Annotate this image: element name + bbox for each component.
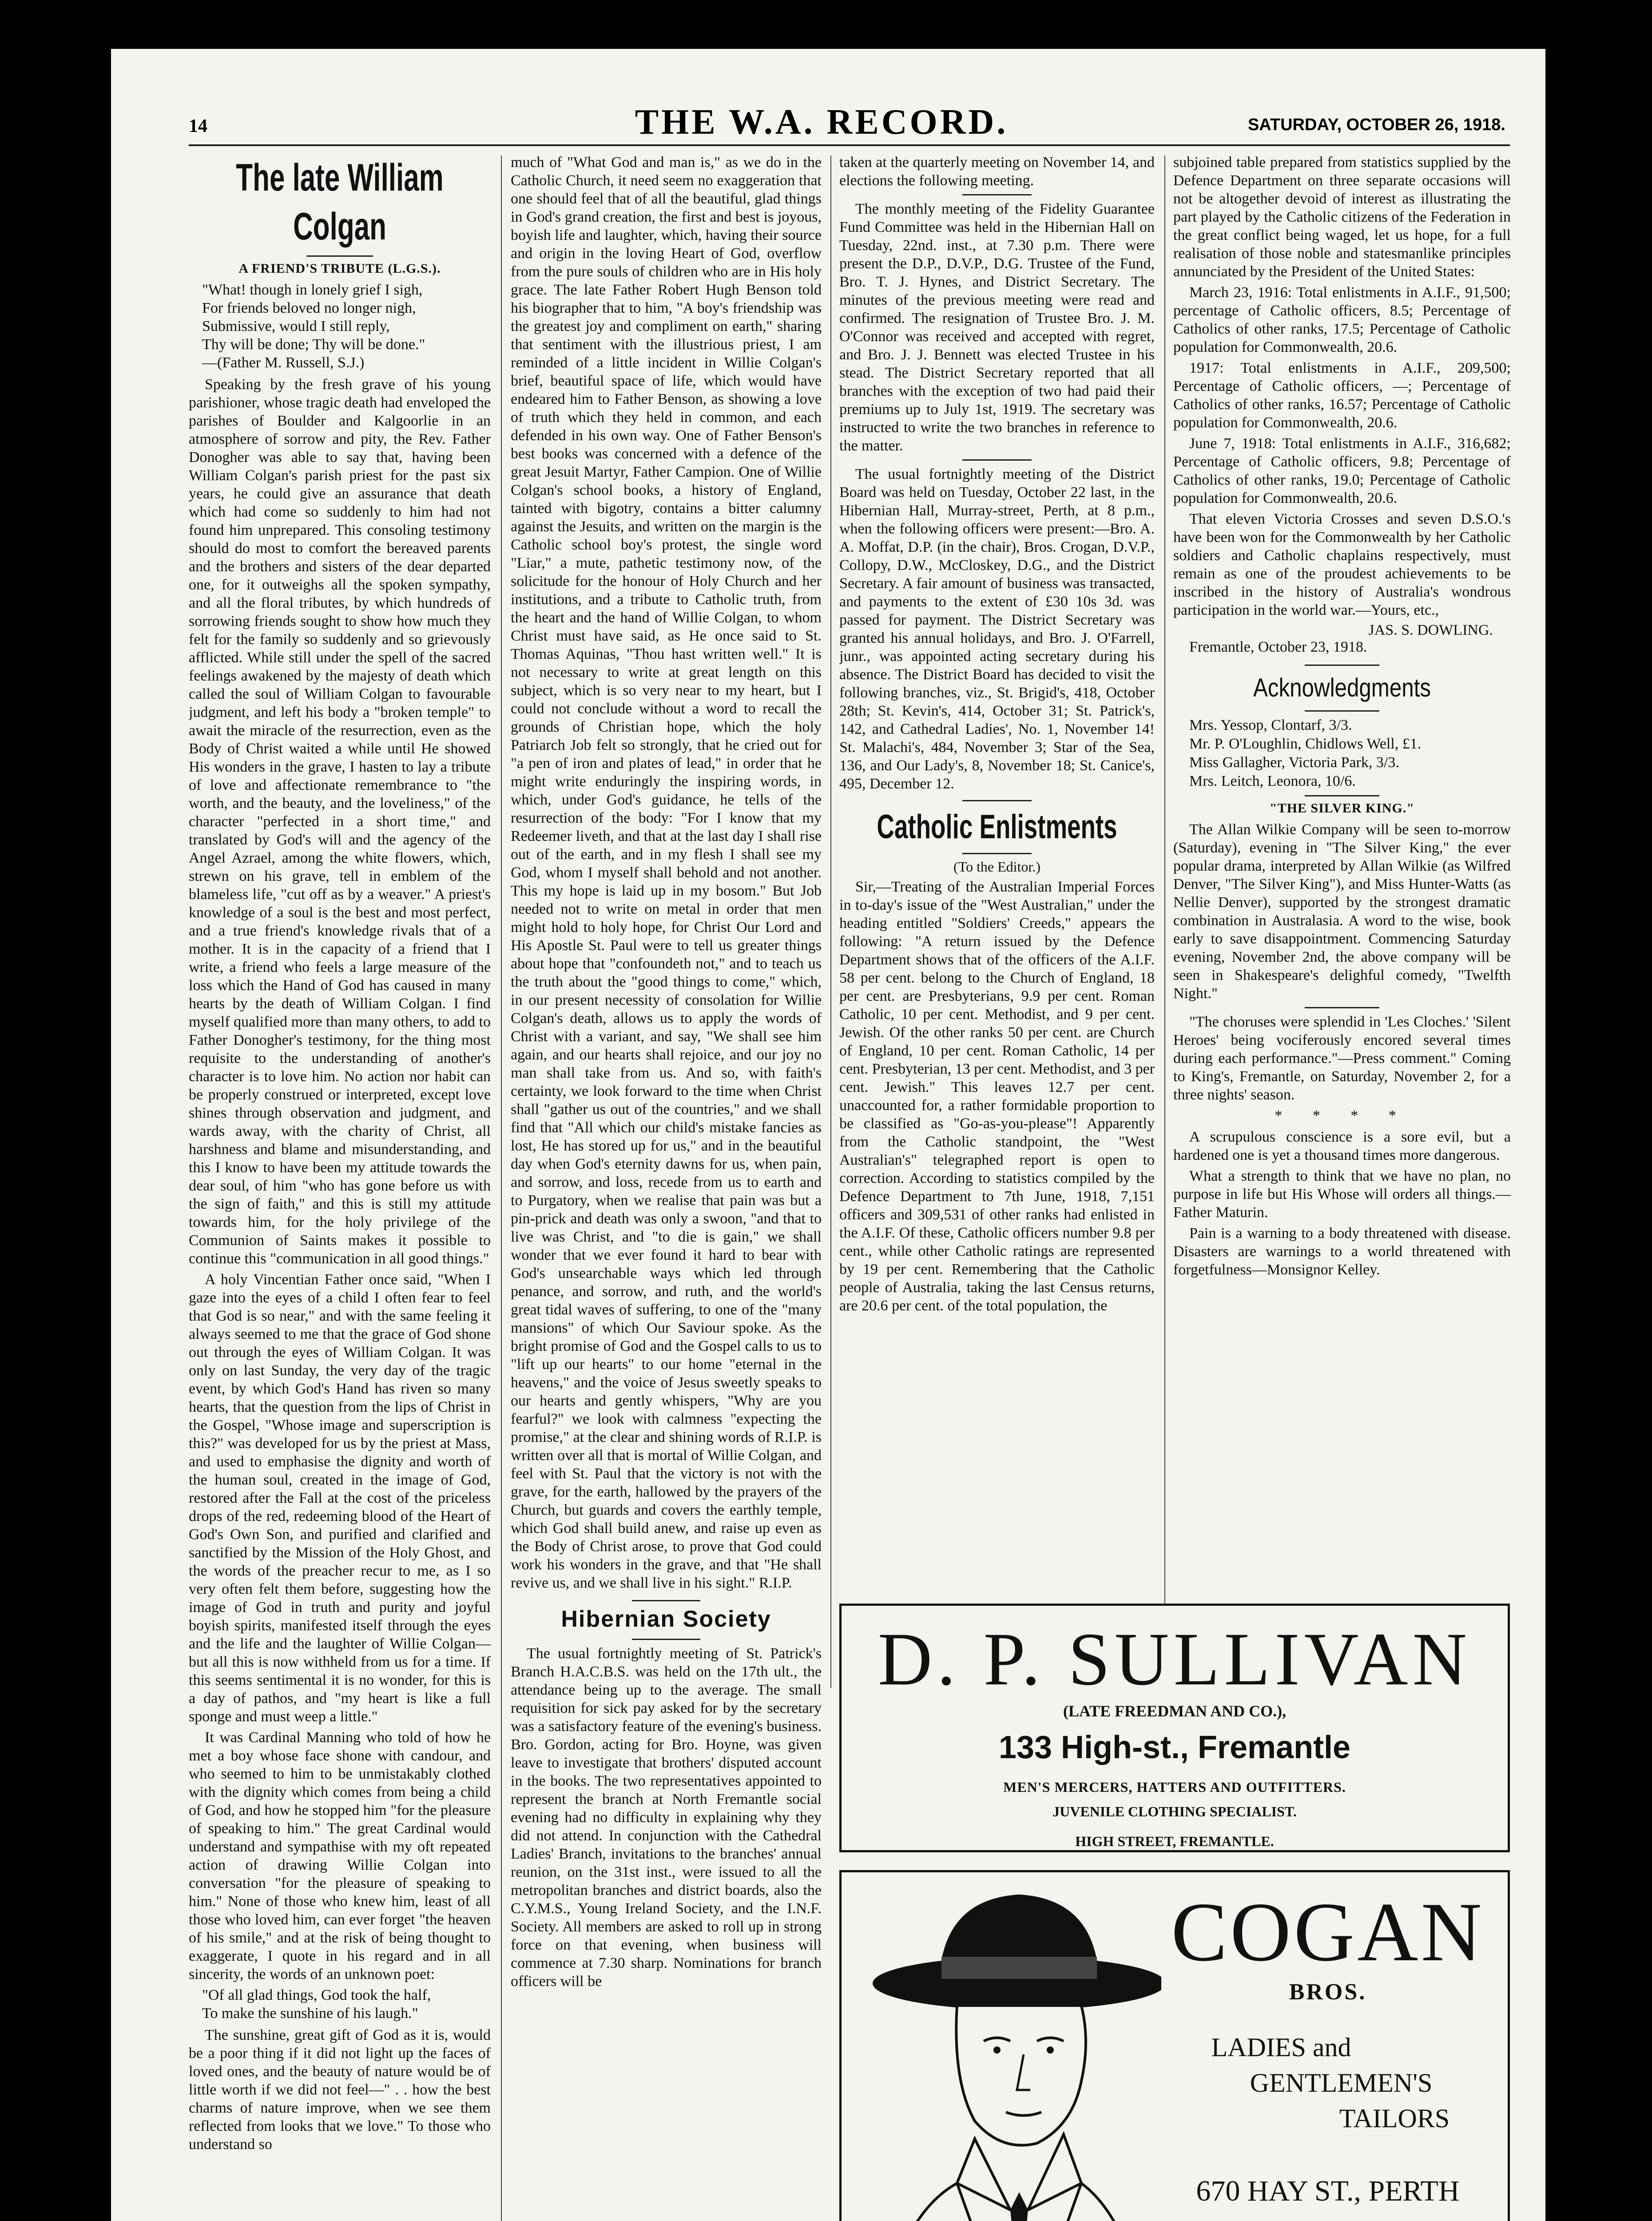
sullivan-late: (LATE FREEDMAN AND CO.),	[1063, 1702, 1287, 1720]
paragraph: It was Cardinal Manning who told of how he met a boy whose face shone with candour, and who seemed to him to be unmistakably clothed with the dignity which comes from being a child of God, and how he stopped him "for the pleasure of speaking to him." The great Cardinal would understand and sympathise with my oft repeated action of drawing Willie Colgan into conversation "for the pleasure of speaking to him." None of those who knew him, least of all those who loved him, can ever forget "the heaven of his smile," and at the risk of being thought to exaggerate, I quote in his regard and in all sincerity, the words of an unknown poet:	[189, 1729, 491, 1982]
column-3	[839, 153, 1155, 1686]
section-rule	[1305, 710, 1379, 712]
acknowledgment-line: Mrs. Yessop, Clontarf, 3/3.	[1189, 717, 1352, 733]
acknowledgments-list	[1173, 716, 1511, 791]
cogan-name: COGAN	[1171, 1886, 1485, 1979]
page-number: 14	[189, 116, 207, 136]
paragraph: The usual fortnightly meeting of St. Patrick's Branch H.A.C.B.S. was held on the 17th ult., the attendance being up to the average. The small requisition for sick pay asked for by the secretary was a satisfactory feature of the evening's business. Bro. Gordon, acting for Bro. Hoyne, was given leave to investigate that brothers' disputed account in the books. The two representatives appointed to represent the branch at North Fremantle social evening had no difficulty in explaining why they did not attend. In conjunction with the Cathedral Ladies' Branch, invitations to the branches' annual reunion, on the 31st inst., were issued to all the metropolitan branches and district boards, also the C.Y.M.S., Young Ireland Society, and the I.N.F. Society. All members are asked to roll up in strong force on that evening, when business will commence at 7.30 sharp. Nominations for branch officers will be	[511, 1645, 822, 1990]
section-rule	[962, 853, 1032, 854]
acknowledgment-line: Mrs. Leitch, Leonora, 10/6.	[1189, 773, 1356, 789]
paragraph: The sunshine, great gift of God as it is, would be a poor thing if it did not light up the faces of loved ones, and the beauty of nature would be of little worth if we did not feel—" . . how the best charms of nature improve, when we see them reflected from looks that we love." To those who understand so	[189, 2027, 491, 2153]
sullivan-advertisement	[839, 1604, 1510, 1852]
acknowledgment-line: Miss Gallagher, Victoria Park, 3/3.	[1189, 754, 1399, 771]
cogan-line-1: LADIES and	[1211, 2033, 1351, 2062]
paragraph: The Allan Wilkie Company will be seen to-morrow (Saturday), evening in "The Silver King," the ever popular drama, interpreted by Allan Wilkie (as Wilfred Denver, "The Silver King"), and Miss Hunter-Watts (as Nellie Denver), supported by the strongest dramatic combination in Australasia. A word to the wise, book early to save disappointment. Commencing Saturday evening, November 2nd, the above company will be seen in Shakespeare's delighful comedy, "Twelfth Night."	[1173, 821, 1511, 1002]
paragraph: The monthly meeting of the Fidelity Guarantee Fund Committee was held in the Hibernian Hall on Tuesday, 22nd. inst., at 7.30 p.m. There were present the D.P., D.V.P., D.G. Trustee of the Fund, Bro. T. J. Hynes, and District Secretary. The minutes of the previous meeting were read and confirmed. The resignation of Trustee Bro. J. M. O'Connor was received and accepted with regret, and Bro. J. J. Bennett was elected Trustee in his stead. The District Secretary reported that all branches with the exception of two had paid their premiums up to July 1st, 1919. The secretary was instructed to write the two branches in reference to the matter.	[839, 201, 1155, 454]
cogan-advertisement	[839, 1870, 1510, 2221]
paragraph: Pain is a warning to a body threatened with disease. Disasters are warnings to a world threatened with forgetfulness—Monsignor Kelley.	[1173, 1225, 1511, 1278]
article-heading-colgan: The late William Colgan	[236, 156, 444, 248]
enlistments-heading: Catholic Enlistments	[877, 808, 1117, 846]
section-rule	[962, 459, 1032, 461]
section-rule	[1305, 1007, 1379, 1008]
man-in-hat-illustration	[842, 1872, 1161, 2221]
newspaper-page	[111, 49, 1545, 2221]
column-1	[189, 153, 491, 2221]
poem-quote: "Of all glad things, God took the half, To make the sunshine of his laugh."	[202, 1987, 431, 2022]
section-rule	[1305, 795, 1379, 796]
enlistments-letter-continued	[1173, 153, 1511, 619]
section-rule	[962, 800, 1032, 801]
star-separator: * * * *	[1275, 1107, 1410, 1124]
cogan-address: 670 HAY ST., PERTH	[1196, 2175, 1460, 2207]
enlistments-letter	[839, 878, 1155, 1315]
masthead-title: THE W.A. RECORD.	[635, 103, 1009, 142]
column-divider	[1164, 155, 1165, 1688]
sullivan-name: D. P. SULLIVAN	[878, 1617, 1472, 1701]
hibernian-heading: Hibernian Society	[561, 1606, 771, 1632]
silver-king-notice	[1173, 820, 1511, 1104]
colgan-article-continued	[511, 153, 822, 1592]
paragraph: 1917: Total enlistments in A.I.F., 209,500; Percentage of Catholic officers, —; Percentage of Catholics of other ranks, 16.57; Percentage of Catholic population for Commonwealth, 20.6.	[1173, 360, 1511, 431]
colgan-article-body	[189, 375, 491, 2153]
article-subheading: A FRIEND'S TRIBUTE (L.G.S.).	[238, 261, 441, 276]
masthead-rule	[189, 144, 1510, 146]
section-rule	[632, 1600, 700, 1601]
misc-sayings	[1173, 1128, 1511, 1279]
opening-verse: "What! though in lonely grief I sigh, For friends beloved no longer nigh, Submissive, would I still reply, Thy will be done; Thy will be done." —(Father M. Russell, S.J.)	[202, 282, 425, 371]
hibernian-text	[511, 1644, 822, 1990]
sullivan-trade: MEN'S MERCERS, HATTERS AND OUTFITTERS.	[1003, 1779, 1346, 1795]
section-rule	[1305, 665, 1379, 666]
section-rule	[962, 194, 1032, 195]
paragraph: June 7, 1918: Total enlistments in A.I.F., 316,682; Percentage of Catholic officers, 9.8; Percentage of Catholics of other ranks, 19.0; Percentage of Catholic population for Commonwealth, 20.6.	[1173, 435, 1511, 506]
letter-place-date: Fremantle, October 23, 1918.	[1189, 639, 1367, 655]
acknowledgments-heading: Acknowledgments	[1253, 673, 1431, 702]
paragraph: Sir,—Treating of the Australian Imperial Forces in to-day's issue of the "West Australian," under the heading entitled "Soldiers' Creeds," appears the following: "A return issued by the Defence Department shows that of the officers of the A.I.F. 58 per cent. belong to the Church of England, 18 per cent. are Presbyterians, 9.9 per cent. Roman Catholic, 10 per cent. Methodist, and 9 per cent. Jewish. Of the other ranks 50 per cent. are Church of England, 10 per cent. Roman Catholic, 14 per cent. Presbyterian, 13 per cent. Methodist, and 3 per cent. Jewish." This leaves 12.7 per cent. unaccounted for, a rather formidable proportion to be classified as "Go-as-you-please"! Apparently from the Catholic standpoint, the "West Australian's" telegraphed report is open to correction. According to statistics compiled by the Defence Department to 7th June, 1918, 7,151 officers and 309,531 of other ranks had enlisted in the A.I.F. Of these, Catholic officers number 9.8 per cent., while other Catholic ratings are represented by 19 per cent. Remembering that the Catholic people of Australia, taking the last Census returns, are 20.6 per cent. of the total population, the	[839, 879, 1155, 1314]
paragraph: That eleven Victoria Crosses and seven D.S.O.'s have been won for the Commonwealth by her Catholic soldiers and Catholic chaplains respectively, must remain as one of the proudest achievements to be inscribed in the history of Australia's wondrous participation in the world war.—Yours, etc.,	[1173, 511, 1511, 618]
column-4	[1173, 153, 1511, 1686]
paragraph: A scrupulous conscience is a sore evil, but a hardened one is yet a thousand times more dangerous.	[1173, 1129, 1511, 1163]
to-the-editor: (To the Editor.)	[953, 859, 1040, 875]
acknowledgment-line: Mr. P. O'Loughlin, Chidlows Well, £1.	[1189, 736, 1422, 752]
column-divider	[830, 155, 831, 1688]
paragraph: much of "What God and man is," as we do in the Catholic Church, it need seem no exaggeration that one should feel that of all the beautiful, glad things in God's grand creation, the first and best is joyous, boyish life and laughter, which, having their source and origin in the loving Heart of God, overflow from the pure souls of children who are in His holy grace. The late Father Robert Hugh Benson told his biographer that to him, "A boy's friendship was the greatest joy and compliment on earth," sharing that sentiment with the illustrious priest, I am reminded of a little incident in Willie Colgan's brief, beautiful space of life, which would have endeared him to Father Benson, as showing a love of truth which they held in common, and each defended in his own way. One of Father Benson's best books was concerned with a defence of the great Jesuit Martyr, Father Campion. One of Willie Colgan's school books, a history of England, tainted with bigotry, contains a bitter calumny against the Jesuits, and written on the margin is the Catholic school boy's protest, the single word "Liar," a mute, pathetic testimony now, of the solicitude for the honour of Holy Church and her institutions, and a tribute to Catholic truth, from the heart and the hand of Willie Colgan, to whom Christ must have said, as He once said to St. Thomas Aquinas, "Thou hast written well." It is not necessary to write at great length on this subject, which is so very near to my heart, but I could not conclude without a word to recall the grounds of Christian hope, which the holy Patriarch Job felt so strongly, that he cried out for "a pen of iron and plates of lead," in order that he might write enduringly the inspiring words, in which, under God's guidance, he tells of the resurrection of the body: "For I know that my Redeemer liveth, and that at the last day I shall rise out of the earth, and in my flesh I shall see my God, whom I myself shall behold and not another. This my hope is laid up in my bosom." But Job needed not to write on metal in order that men might hold to holy hope, for Christ Our Lord and His Apostle St. Paul were to tell us greater things about hope that "confoundeth not," and to teach us the truth about the "good things to come," which, in our present necessity of consolation for Willie Colgan's death, allows us to apply the words of Christ with a variant, and say, "We shall see him again, and our hearts shall rejoice, and our joy no man shall take from us. And so, with faith's certainty, we look forward to the time when Christ shall "gather us out of the countries," and we shall find that "All which our child's mistake fancies as lost, He has stored up for us," and in the beautiful day when God's eternity dawns for us, when pain, and sorrow, and loss, recede from us to earth and to Purgatory, when we realise that pain was but a pin-prick and death was only a swoon, "and that to live was Christ, and "to die is gain," we shall wonder that we ever found it hard to bear with God's unsearchable ways which led through penance, and sorrow, and ruth, and the world's great tidal waves of suffering, to one of the "many mansions" of which Our Saviour spoke. As the bright promise of God and the Gospel calls to us to "lift up our hearts" to our home "eternal in the heavens," and the voice of Jesus sweetly speaks to our hearts and gently whispers, "Why are you fearful?" we look with calmness "expecting the promise," at the clear and shining words of R.I.P. is written over all that is mortal of Willie Colgan, and feel with St. Paul that the victory is not with the grave, for the earth, hallowed by the prayers of the Church, but guards and covers the earthly temple, which God shall build anew, and raise up even as the Body of Christ arose, to prove that God could work his wonders in the grave, and that "He shall revive us, and we shall live in his sight." R.I.P.	[511, 154, 822, 1591]
paragraph: Speaking by the fresh grave of his young parishioner, whose tragic death had enveloped the parishes of Boulder and Kalgoorlie in an atmosphere of sorrow and pity, the Rev. Father Donogher was able to say that, having been William Colgan's parish priest for the past six years, he could give an assurance that death which had come so suddenly to him had not found him unprepared. This consoling testimony should do most to comfort the bereaved parents and the brothers and sisters of the dear departed one, for it outweighs all the spoken sympathy, and all the floral tributes, by which hundreds of sorrowing friends sought to show how much they felt for the family so suddenly and so grievously afflicted. While still under the spell of the sacred feelings awakened by the majesty of death which called the soul of William Colgan to favourable judgment, and left his body a "broken temple" to await the miracle of the resurrection, even as the Body of Christ waited a while until He showed His wonders in the grave, I hasten to lay a tribute of love and affectionate remembrance to "the worth, and the beauty, and the loveliness," of the character "perfected in a short time," and translated by God's will and the agency of the Angel Azrael, among the white flowers, which, strewn on his grave, tell in emblem of the blameless life, "cut off as by a weaver." A priest's knowledge of a soul is the best and most perfect, and a true friend's knowledge rivals that of a mother. It is in the capacity of a friend that I write, a friend who feels a large measure of the loss which the Hand of God has caused in many hearts by the death of William Colgan. I find myself qualified more than many others, to add to Father Donogher's testimony, for the thing most requisite to the understanding of another's character is to love him. No action nor habit can be properly construed or interpreted, except love shines through observation and judgment, and wards away, with the charity of Christ, all harshness and blame and misunderstanding, and this I know to have been my attitude towards the dear soul, of him "who has gone before us with the sign of faith," and this is still my attitude towards him, for the holy privilege of the Communion of Saints makes it possible to continue this "communication in all good things."	[189, 376, 491, 1267]
column-divider	[501, 155, 502, 2221]
cogan-line-3: TAILORS	[1339, 2104, 1450, 2133]
paragraph: "The choruses were splendid in 'Les Cloches.' 'Silent Heroes' being vociferously encored several times during each performance."—Press comment." Coming to King's, Fremantle, on Saturday, November 2, for a three nights' season.	[1173, 1014, 1511, 1103]
paragraph: subjoined table prepared from statistics supplied by the Defence Department on three separate occasions will not be altogether devoid of interest as illustrating the part played by the Catholic citizens of the Federation in the great conflict being waged, let us hope, for a full realisation of those noble and statesmanlike principles annunciated by the President of the United States:	[1173, 154, 1511, 280]
section-rule	[632, 1639, 700, 1640]
sullivan-street: HIGH STREET, FREMANTLE.	[1075, 1833, 1274, 1849]
sullivan-address: 133 High-st., Fremantle	[998, 1730, 1351, 1765]
paragraph: taken at the quarterly meeting on November 14, and elections the following meeting.	[839, 154, 1155, 189]
paragraph: A holy Vincentian Father once said, "When I gaze into the eyes of a child I often fear to feel that God is so near," and with the same feeling it always seemed to me that the grace of God shone out through the eyes of William Colgan. It was only on last Sunday, the very day of the tragic event, by which God's Hand has riven so many hearts, that the question from the lips of Christ in the Gospel, "Whose image and superscription is this?" was developed for us by the priest at Mass, and used to emphasise the dignity and worth of the human soul, created in the image of God, restored after the Fall at the cost of the priceless drops of the red, redeeming blood of the Heart of God's Own Son, and purified and clarified and sanctified by the Mission of the Holy Ghost, and the words of the preacher recur to me, as I so very often felt them before, suggesting how the image of God in truth and purity and joyful boyish spirits, manifested itself through the eyes and the life and the laughter of Willie Colgan—but all this is now withheld from us for a time. If this seems sentimental it is no wonder, for this is a day of pathos, and "my heart is like a full sponge and must weep a little."	[189, 1271, 491, 1725]
letter-signature: JAS. S. DOWLING.	[1368, 622, 1493, 638]
silver-king-heading: "THE SILVER KING."	[1269, 801, 1415, 816]
paragraph: March 23, 1916: Total enlistments in A.I.F., 91,500; percentage of Catholic officers, 8.5; Percentage of Catholics of other ranks, 17.5; Percentage of Catholic population for Commonwealth, 20.6.	[1173, 284, 1511, 355]
heading-rule	[306, 255, 373, 257]
column-2	[511, 153, 822, 2221]
cogan-bros: BROS.	[1289, 1979, 1367, 2005]
paragraph: The usual fortnightly meeting of the District Board was held on Tuesday, October 22 last, in the Hibernian Hall, Murray-street, Perth, at 8 p.m., when the following officers were present:—Bro. A. A. Moffat, D.P. (in the chair), Bros. Crogan, D.V.P., Collopy, D.W., McCloskey, D.G., and the District Secretary. A fair amount of business was transacted, and payments to the extent of £30 10s 3d. was passed for payment. The District Secretary was granted his annual holidays, and Bro. J. O'Farrell, junr., was appointed acting secretary during his absence. The District Board has decided to visit the following branches, viz., St. Brigid's, 418, October 28th; St. Kevin's, 414, October 31; St. Patrick's, 142, and Cathedral Ladies', No. 1, November 14! St. Malachi's, 484, November 3; Star of the Sea, 136, and Our Lady's, 8, November 18; St. Canice's, 495, December 12.	[839, 466, 1155, 792]
masthead-date: SATURDAY, OCTOBER 26, 1918.	[1247, 115, 1505, 134]
sullivan-specialist: JUVENILE CLOTHING SPECIALIST.	[1052, 1803, 1297, 1819]
hibernian-continued	[839, 153, 1155, 793]
paragraph: What a strength to think that we have no plan, no purpose in life but His Whose will orders all things.—Father Maturin.	[1173, 1168, 1511, 1221]
cogan-line-2: GENTLEMEN'S	[1250, 2068, 1433, 2098]
